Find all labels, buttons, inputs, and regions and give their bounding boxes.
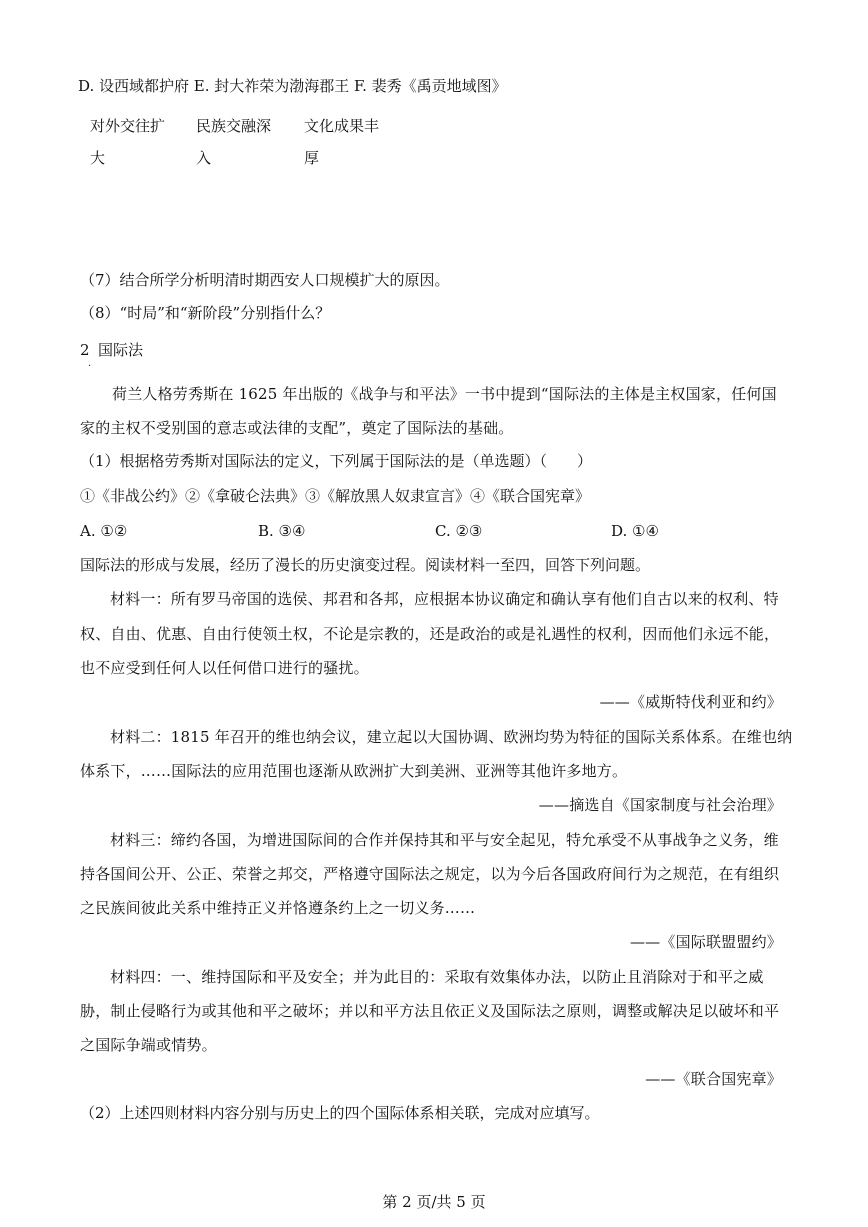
material-4-source: ——《联合国宪章》 [645, 1070, 782, 1088]
question-2: （2）上述四则材料内容分别与历史上的四个国际体系相关联，完成对应填写。 [80, 1104, 600, 1122]
material-4-line-1: 材料四：一、维持国际和平及安全；并为此目的：采取有效集体办法，以防止且消除对于和平之威 [110, 968, 764, 986]
question-7: （7）结合所学分析明清时期西安人口规模扩大的原因。 [80, 271, 450, 289]
column-3-line-1: 文化成果丰 [304, 117, 380, 135]
material-4-line-3: 之国际争端或情势。 [80, 1036, 217, 1054]
column-2-line-1: 民族交融深 [196, 117, 272, 135]
page-footer: 第 2 页/共 5 页 [382, 1193, 486, 1211]
question-8: （8）“时局”和“新阶段”分别指什么？ [80, 304, 331, 322]
material-2-source: ——摘选自《国家制度与社会治理》 [538, 796, 782, 814]
material-4-line-2: 胁，制止侵略行为或其他和平之破坏；并以和平方法且依正义及国际法之原则，调整或解决足以破坏和平 [80, 1002, 780, 1020]
column-1-line-1: 对外交往扩 [90, 117, 166, 135]
question-1-stem: （1）根据格劳秀斯对国际法的定义，下列属于国际法的是（单选题）（ ） [80, 452, 593, 470]
option-b: B. ③④ [258, 522, 306, 540]
material-3-line-3: 之民族间彼此关系中维持正义并恪遵条约上之一切义务…… [80, 899, 476, 917]
section-title: 国际法 [98, 341, 144, 359]
option-c: C. ②③ [435, 522, 483, 540]
material-1-line-1: 材料一：所有罗马帝国的选侯、邦君和各邦，应根据本协议确定和确认享有他们自古以来的权利、特 [110, 590, 779, 608]
material-2-line-2: 体系下，……国际法的应用范围也逐渐从欧洲扩大到美洲、亚洲等其他许多地方。 [80, 762, 628, 780]
section-number: 2 [80, 341, 90, 359]
material-1-line-2: 权、自由、优惠、自由行使领土权，不论是宗教的，还是政治的或是礼遇性的权利，因而他们永远不能， [80, 625, 780, 643]
column-1-line-2: 大 [90, 149, 106, 167]
material-2-line-1: 材料二：1815 年召开的维也纳会议，建立起以大国协调、欧洲均势为特征的国际关系体系。在维也纳 [110, 728, 793, 746]
option-a: A. ①② [80, 522, 128, 540]
materials-lead: 国际法的形成与发展，经历了漫长的历史演变过程。阅读材料一至四，回答下列问题。 [80, 556, 651, 574]
section-dot: . [88, 358, 92, 369]
intro-line-1: 荷兰人格劳秀斯在 1625 年出版的《战争与和平法》一书中提到“国际法的主体是主权国家，任何国 [112, 385, 777, 403]
intro-line-2: 家的主权不受别国的意志或法律的支配”，奠定了国际法的基础。 [80, 419, 514, 437]
option-d: D. ①④ [611, 522, 659, 540]
column-2-line-2: 入 [196, 149, 212, 167]
material-3-line-1: 材料三：缔约各国，为增进国际间的合作并保持其和平与安全起见，特允承受不从事战争之义务，维 [110, 831, 779, 849]
question-1-items: ①《非战公约》②《拿破仑法典》③《解放黑人奴隶宣言》④《联合国宪章》 [80, 487, 591, 505]
material-3-line-2: 持各国间公开、公正、荣誉之邦交，严格遵守国际法之规定，以为今后各国政府间行为之规范，在有组织 [80, 865, 780, 883]
options-line: D. 设西域都护府 E. 封大祚荣为渤海郡王 F. 裴秀《禹贡地域图》 [78, 77, 507, 95]
material-1-line-3: 也不应受到任何人以任何借口进行的骚扰。 [80, 659, 369, 677]
material-1-source: ——《威斯特伐利亚和约》 [599, 693, 782, 711]
column-3-line-2: 厚 [304, 149, 320, 167]
material-3-source: ——《国际联盟盟约》 [629, 933, 782, 951]
